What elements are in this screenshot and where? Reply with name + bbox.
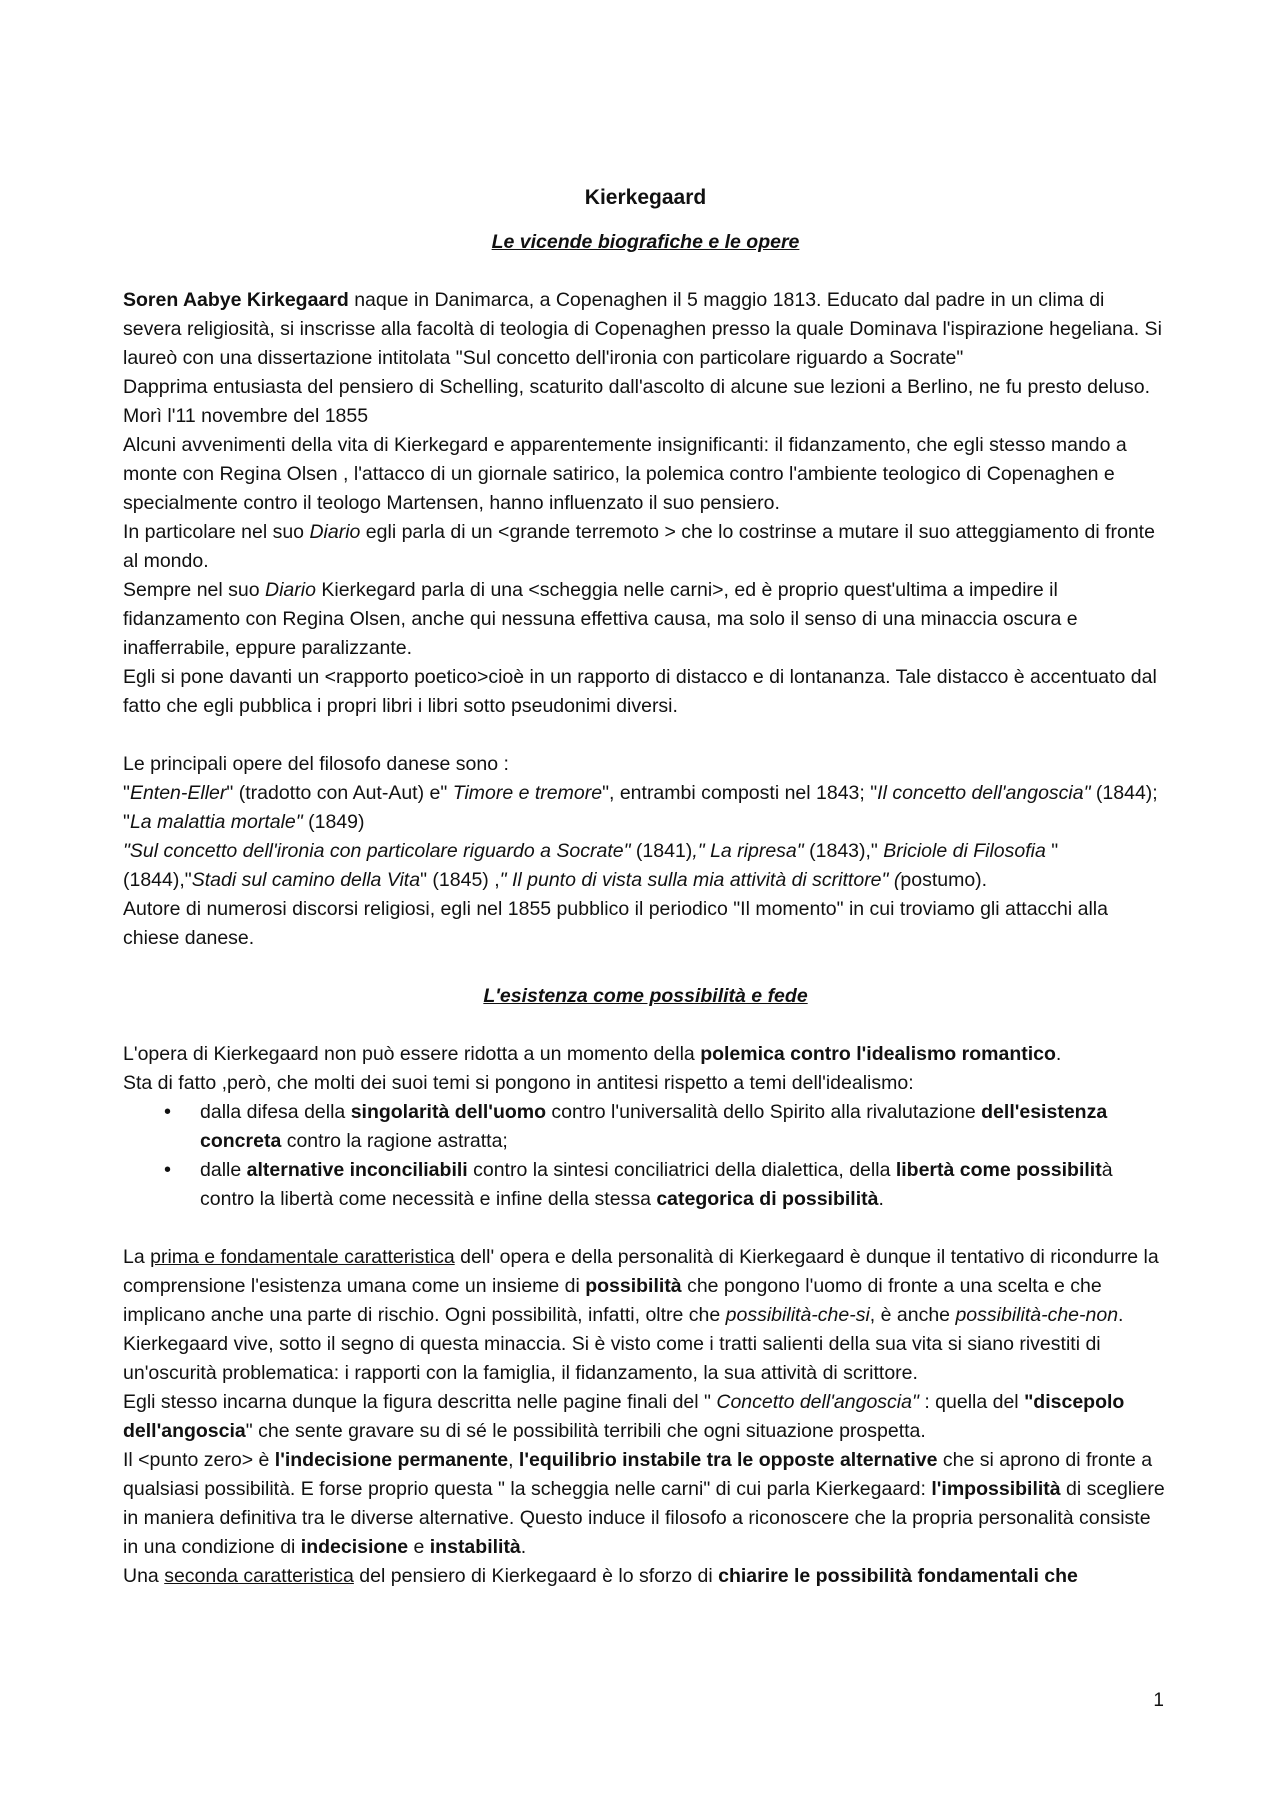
paragraph-threat: Kierkegaard vive, sotto il segno di questa minaccia. Si è visto come i tratti salienti della sua vita si siano rivestiti di un'oscurità problematica: i rapporti con la famiglia, il fidanzamento, la sua attività di scrittore. <box>123 1333 1101 1384</box>
document-body <box>123 182 1168 1591</box>
works-list-2: "Sul concetto dell'ironia con particolare riguardo a Socrate" (1841)," La ripresa" (1843)," Briciole di Filosofia "(1844),"Stadi sul camino della Vita" (1845) ," Il punto di vista sulla mia attività di scrittore" (postumo). <box>123 840 1059 891</box>
spacer <box>123 1214 1168 1243</box>
works-intro: Le principali opere del filosofo danese sono : <box>123 753 509 775</box>
paragraph-idealism: L'opera di Kierkegaard non può essere ridotta a un momento della polemica contro l'idealismo romantico. <box>123 1043 1062 1065</box>
works-religious: Autore di numerosi discorsi religiosi, egli nel 1855 pubblico il periodico "Il momento" in cui troviamo gli attacchi alla chiese danese. <box>123 898 1108 949</box>
document-title: Kierkegaard <box>584 186 707 209</box>
section-heading-biography: Le vicende biografiche e le opere <box>491 231 800 253</box>
spacer <box>123 721 1168 750</box>
paragraph-schelling: Dapprima entusiasta del pensiero di Schelling, scaturito dall'ascolto di alcune sue lezioni a Berlino, ne fu presto deluso. Morì l'11 novembre del 1855 <box>123 376 1150 427</box>
works-list-1: "Enten-Eller" (tradotto con Aut-Aut) e" Timore e tremore", entrambi composti nel 1843; "Il concetto dell'angoscia" (1844); "La malattia mortale" (1849) <box>123 782 1158 833</box>
paragraph-birth: Soren Aabye Kirkegaard naque in Danimarca, a Copenaghen il 5 maggio 1813. Educato dal padre in un clima di severa religiosità, si inscrisse alla facoltà di teologia di Copenaghen presso la quale Dominava l'ispirazione hegeliana. Si laureò con una dissertazione intitolata "Sul concetto dell'ironia con particolare riguardo a Socrate" <box>123 289 1162 369</box>
section-heading-existence: L'esistenza come possibilità e fede <box>483 985 808 1007</box>
paragraph-earthquake: In particolare nel suo Diario egli parla di un <grande terremoto > che lo costrinse a mutare il suo atteggiamento di fronte al mondo. <box>123 521 1155 572</box>
list-item: • dalle alternative inconciliabili contro la sintesi conciliatrici della dialettica, della libertà come possibilità contro la libertà come necessità e infine della stessa categorica di possibilità. <box>200 1156 1168 1214</box>
list-item: • dalla difesa della singolarità dell'uomo contro l'universalità dello Spirito alla rivalutazione dell'esistenza concreta contro la ragione astratta; <box>200 1098 1168 1156</box>
paragraph-anguish: Egli stesso incarna dunque la figura descritta nelle pagine finali del " Concetto dell'angoscia" : quella del "discepolo dell'angoscia" che sente gravare su di sé le possibilità terribili che ogni situazione prospetta. <box>123 1391 1125 1442</box>
author-name: Soren Aabye Kirkegaard <box>123 289 349 311</box>
spacer <box>123 953 1168 982</box>
paragraph-poetic-relation: Egli si pone davanti un <rapporto poetico>cioè in un rapporto di distacco e di lontananza. Tale distacco è accentuato dal fatto che egli pubblica i propri libri i libri sotto pseudonimi diversi. <box>123 666 1157 717</box>
page-number: 1 <box>1153 1690 1164 1711</box>
paragraph-first-characteristic: La prima e fondamentale caratteristica dell' opera e della personalità di Kierkegaard è dunque il tentativo di ricondurre la comprensione l'esistenza umana come un insieme di possibilità che pongono l'uomo di fronte a una scelta e che implicano anche una parte di rischio. Ogni possibilità, infatti, oltre che possibilità-che-si, è anche possibilità-che-non. <box>123 1246 1159 1326</box>
paragraph-antithesis: Sta di fatto ,però, che molti dei suoi temi si pongono in antitesi rispetto a temi dell'idealismo: <box>123 1072 914 1094</box>
paragraph-zero-point: Il <punto zero> è l'indecisione permanente, l'equilibrio instabile tra le opposte alternative che si aprono di fronte a qualsiasi possibilità. E forse proprio questa " la scheggia nelle carni" di cui parla Kierkegaard: l'impossibilità di scegliere in maniera definitiva tra le diverse alternative. Questo induce il filosofo a riconoscere che la propria personalità consiste in una condizione di indecisione e instabilità. <box>123 1449 1165 1558</box>
paragraph-thorn: Sempre nel suo Diario Kierkegard parla di una <scheggia nelle carni>, ed è proprio quest'ultima a impedire il fidanzamento con Regina Olsen, anche qui nessuna effettiva causa, ma solo il senso di una minaccia oscura e inafferrabile, eppure paralizzante. <box>123 579 1078 659</box>
paragraph-events: Alcuni avvenimenti della vita di Kierkegard e apparentemente insignificanti: il fidanzamento, che egli stesso mando a monte con Regina Olsen , l'attacco di un giornale satirico, la polemica contro l'ambiente teologico di Copenaghen e specialmente contro il teologo Martensen, hanno influenzato il suo pensiero. <box>123 434 1127 514</box>
paragraph-second-characteristic: Una seconda caratteristica del pensiero di Kierkegaard è lo sforzo di chiarire le possibilità fondamentali che <box>123 1565 1078 1587</box>
antithesis-list <box>123 1098 1168 1214</box>
